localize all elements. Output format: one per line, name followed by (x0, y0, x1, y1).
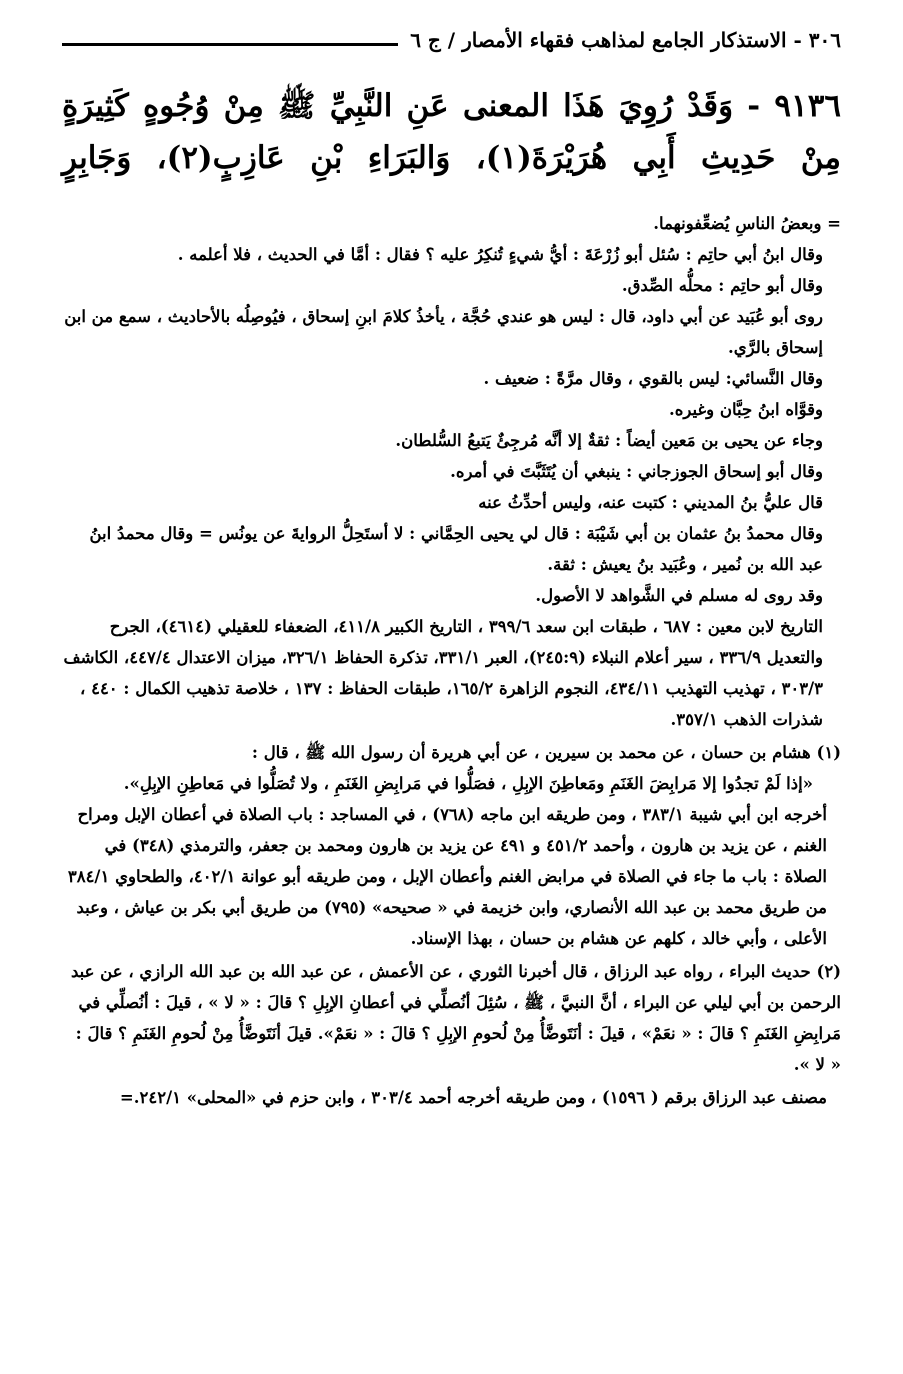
note-line: قال عليُّ بنُ المديني : كتبت عنه، وليس أحدِّثُ عنه (478, 493, 823, 512)
note-line: وقوَّاه ابنُ حِبَّان وغيره. (669, 400, 823, 419)
note-line: وقال محمدُ بنُ عثمان بن أبي شَيْبَة : قال لي يحيى الحِمَّاني : لا أستَحِلُّ الروايةَ عن يونُس = وقال محمدُ ابنُ عبد الله بن نُمير ، وعُبَيد بنُ يعيش : ثقة. (89, 524, 823, 574)
note-line: وقد روى له مسلم في الشَّواهد لا الأصول. (535, 586, 823, 605)
note-line: وقال ابنُ أبي حاتِم : سُئل أبو زُرْعَةَ : أيُّ شيءٍ تُنكِرُ عليه ؟ فقال : أمَّا في الحديث ، فلا أعلمه . (177, 245, 823, 264)
note-references: التاريخ لابن معين : ٦٨٧ ، طبقات ابن سعد ٣٩٩/٦ ، التاريخ الكبير ٤١١/٨، الضعفاء للعقيلي (٤٦١٤)، الجرح والتعديل ٣٣٦/٩ ، سير أعلام النبلاء (٢٤٥:٩)، العبر ٣٣١/١، تذكرة الحفاظ ٣٢٦/١، ميزان الاعتدال ٤٤٧/٤، الكاشف ٣٠٣/٣ ، تهذيب التهذيب ٤٣٤/١١، النجوم الزاهرة ١٦٥/٢، طبقات الحفاظ : ١٣٧ ، خلاصة تذهيب الكمال : ٤٤٠ ، شذرات الذهب ٣٥٧/١. (63, 617, 823, 729)
note-line: وقال أبو إسحاق الجوزجاني : ينبغي أن يُتَثَبَّتَ في أمره. (450, 462, 823, 481)
running-header (62, 22, 841, 58)
footnote-1-intro: (١) هشام بن حسان ، عن محمد بن سيرين ، عن أبي هريرة أن رسول الله ﷺ ، قال : (251, 743, 841, 762)
footnote-2-intro: (٢) حديث البراء ، رواه عبد الرزاق ، قال أخبرنا الثوري ، عن الأعمش ، عن عبد الله بن عبد الله الرازي ، عن عبد الرحمن بن أبي ليلي عن البراء ، أنَّ النبيَّ ، ﷺ ، سُئِلَ أنُصلِّي في أعطانِ الإبِلِ ؟ قالَ : « لا » ، قيلَ : أنُصلِّي في مَرابِضِ الغَنَمِ ؟ قالَ : « نعَمْ» ، قيلَ : أنَتَوضَّأُ مِنْ لُحومِ الإبِلِ ؟ قالَ : « نعَمْ». قيلَ أنَتَوضَّأُ مِنْ لُحومِ الغَنَمِ ؟ قالَ : « لا ». (70, 962, 841, 1074)
running-title: ٣٠٦ - الاستذكار الجامع لمذاهب فقهاء الأمصار / ج ٦ (410, 28, 841, 52)
note-line: = وبعضُ الناسِ يُضعِّفونهما. (653, 214, 841, 233)
footnote-2-sources: مصنف عبد الرزاق برقم ( ١٥٩٦) ، ومن طريقه أخرجه أحمد ٣٠٣/٤ ، وابن حزم في «المحلى» ٢٤٢/١.= (119, 1088, 827, 1107)
note-line: وقال النَّسائي: ليس بالقوي ، وقال مرَّةً : ضعيف . (483, 369, 823, 388)
header-rule (62, 43, 398, 46)
note-line: وجاء عن يحيى بن مَعين أيضاً : ثقةٌ إلا أنَّه مُرجِئٌ يَتبعُ السُّلطان. (395, 431, 823, 450)
note-line: وقال أبو حاتِم : محلُّه الصِّدق. (621, 276, 823, 295)
footnote-1-sources: أخرجه ابن أبي شيبة ٣٨٣/١ ، ومن طريقه ابن ماجه (٧٦٨) ، في المساجد : باب الصلاة في أعطان الإبل ومراح الغنم ، عن يزيد بن هارون ، وأحمد ٤٥١/٢ و ٤٩١ عن يزيد بن هارون ومحمد بن جعفر، والترمذي (٣٤٨) في الصلاة : باب ما جاء في الصلاة في مرابض الغنم وأعطان الإبل ، ومن طريقه أبو عوانة ٤٠٢/١، والطحاوي ٣٨٤/١ من طريق محمد بن عبد الله الأنصاري، وابن خزيمة في « صحيحه» (٧٩٥) من طريق أبي بكر بن عياش ، وعبد الأعلى ، وأبي خالد ، كلهم عن هشام بن حسان ، بهذا الإسناد. (67, 805, 827, 948)
note-line: روى أبو عُبَيد عن أبي داود، قال : ليس هو عندي حُجَّة ، يأخذُ كلامَ ابنِ إسحاق ، فيُوصِلُه بالأحاديث ، سمع من ابن إسحاق بالرَّي. (64, 307, 823, 357)
footnotes-section (62, 208, 841, 1113)
main-paragraph: ٩١٣٦ - وَقَدْ رُوِيَ هَذَا المعنى عَنِ النَّبِيِّ ﷺ مِنْ وُجُوهٍ كَثِيرَةٍ مِنْ حَدِيثِ أَبِي هُرَيْرَةَ(١)، وَالبَرَاءِ بْنِ عَازِبٍ(٢)، وَجَابِرٍ (62, 88, 841, 176)
footnote-1-hadith-quote: «إذا لَمْ تجدُوا إلا مَرابِضَ الغَنَمِ ومَعاطِنَ الإبِلِ ، فصَلُّوا في مَرابِضِ الغَنَمِ ، ولا تُصَلُّوا في مَعاطِنِ الإبِلِ». (123, 774, 813, 793)
